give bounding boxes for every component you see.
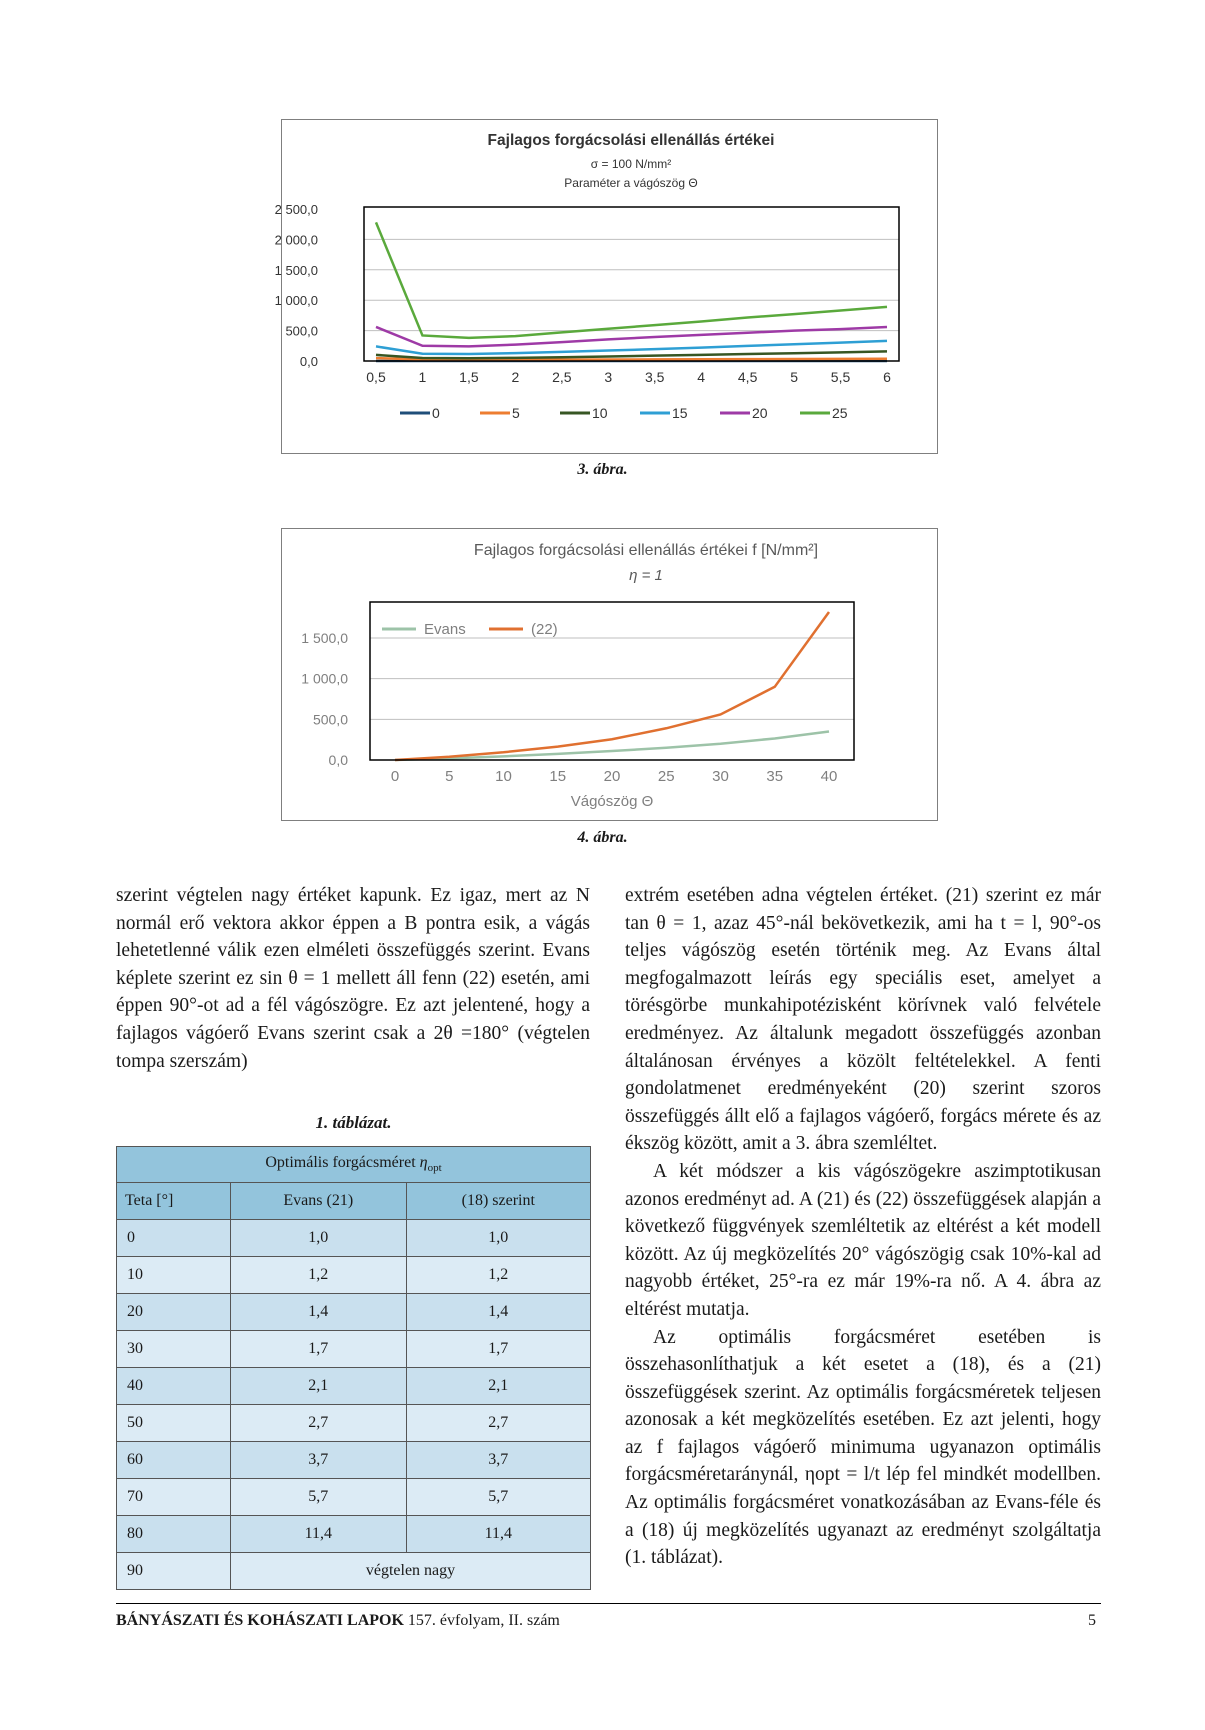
issue-info: 157. évfolyam, II. szám [407, 1612, 560, 1629]
chart-3-x-tick-label: 4,5 [737, 369, 758, 385]
chart-4-x-tick-label: 5 [445, 768, 454, 785]
table-caption: 1. táblázat. [315, 1113, 392, 1132]
table-header-evans: Evans (21) [231, 1183, 407, 1220]
chart-4-subtitle: η = 1 [629, 567, 663, 584]
figure-4-caption: 4. ábra. [577, 829, 628, 846]
chart-3-y-tick-label: 2 000,0 [274, 232, 318, 248]
chart-3-legend-label: 20 [752, 405, 768, 421]
chart-4-x-tick-label: 0 [390, 768, 400, 785]
chart-3-x-tick-label: 3 [604, 369, 613, 385]
chart-4-y-tick-label: 1 500,0 [301, 630, 348, 646]
figure-3-caption: 3. ábra. [577, 461, 628, 478]
chart-4-x-tick-label: 40 [820, 768, 838, 785]
chart-3-x-tick-label: 5 [790, 369, 798, 385]
table-row: 40 2,1 2,1 [117, 1368, 591, 1405]
chart-3-x-tick-label: 1 [418, 369, 427, 385]
table-row: 20 1,4 1,4 [117, 1294, 591, 1331]
chart-3-y-tick-label: 500,0 [285, 323, 318, 339]
table-row: 10 1,2 1,2 [117, 1257, 591, 1294]
right-paragraph-3: Az optimális forgácsméret esetében is összehasonlíthatjuk a két esetet a (18), és a (21) összefüggések szerint. Az optimális forgácsméretek teljesen azonosak a két megközelítés esetében. Ez azt jelenti, hogy az f fajlagos vágóerő minimuma ugyanazon optimális forgácsméretaránynál, ηopt = l/t lép fel mindkét modellben. Az optimális forgácsméret vonatkozásában az Evans-féle és a (18) új megközelítés ugyanazt az eredményt szolgáltatja (1. táblázat). [625, 1326, 1101, 1569]
chart-4-x-tick-label: 20 [603, 768, 621, 785]
chart-3-x-tick-label: 4 [697, 369, 706, 385]
table-row-last: 90 végtelen nagy [117, 1553, 591, 1590]
chart-3-legend-label: 25 [832, 405, 848, 421]
chart-4-y-tick-label: 500,0 [312, 711, 348, 728]
right-paragraph-1: extrém esetében adna végtelen értéket. (21) szerint ez már tan θ = 1, azaz 45°-nál bekövetkezik, ami ha t = l, 90°-os teljes vágószög esetén történik meg. Az Evans által megfogalmazott leírás egy speciális eset, amelyet a törésgörbe munkahipotézisként körívnek való felvétele eredményez. Az általunk megadott összefüggés azonban általánosan érvényes a közölt feltételekkel. A fenti gondolatmenet eredményeként (20) szerint szoros összefüggés állt elő a fajlagos vágóerő, forgács mérete és az ékszög között, amit a 3. ábra szemléltet. [625, 885, 1101, 1155]
chart-3-x-tick-label: 2,5 [552, 369, 572, 385]
chart-4-x-tick-label: 35 [766, 768, 784, 785]
left-paragraph: szerint végtelen nagy értéket kapunk. Ez igaz, mert az N normál erő vektora akkor éppen a B pontra esik, a vágás lehetetlenné válik ezen elméleti összefüggés szerint. Evans képlete szerint ez sin θ = 1 mellett áll fenn (22) esetén, ami éppen 90°-ot ad a fél vágószögre. Ez azt jelentené, hogy a fajlagos vágóerő Evans szerint csak a 2θ =180° (végtelen tompa szerszám) [116, 885, 590, 1072]
chart-4-x-tick-label: 25 [657, 768, 675, 785]
chart-3-legend-label: 5 [512, 405, 520, 421]
chart-3-legend-label: 15 [672, 405, 688, 421]
table-header-18: (18) szerint [406, 1183, 590, 1220]
chart-4-legend-label: Evans [424, 621, 466, 638]
table-row: 80 11,4 11,4 [117, 1516, 591, 1553]
chart-3-y-tick-label: 2 500,0 [274, 202, 318, 217]
chart-3-y-tick-label: 0,0 [299, 354, 318, 369]
chart-4-y-tick-label: 1 000,0 [301, 670, 348, 687]
chart-3-subtitle-param: Paraméter a vágószög Θ [564, 176, 698, 190]
chart-3-subtitle-sigma: σ = 100 N/mm² [590, 157, 672, 171]
chart-3-legend-label: 10 [592, 405, 608, 421]
table-row: 50 2,7 2,7 [117, 1405, 591, 1442]
chart-3-x-tick-label: 2 [511, 369, 520, 385]
footer-rule [116, 1603, 1101, 1604]
chart-3-y-tick-label: 1 500,0 [274, 262, 318, 278]
chart-3-legend-label: 0 [432, 405, 440, 421]
chart-3-svg [274, 120, 937, 453]
chart-3-y-tick-label: 1 000,0 [274, 293, 318, 309]
table-title: Optimális forgácsméret $\eta_{opt}$ [117, 1147, 591, 1183]
chart-3-x-tick-label: 1,5 [459, 369, 479, 385]
optimal-chip-size-table [116, 1146, 591, 1590]
chart-4-legend-label: (22) [531, 621, 558, 638]
chart-4-x-axis-label: Vágószög Θ [570, 793, 654, 810]
chart-3-x-tick-label: 3,5 [644, 369, 665, 385]
chart-4-y-tick-label: 0,0 [328, 752, 348, 768]
table-row: 0 1,0 1,0 [117, 1220, 591, 1257]
table-row: 70 5,7 5,7 [117, 1479, 591, 1516]
chart-3-x-tick-label: 6 [883, 369, 891, 385]
right-paragraph-2: A két módszer a kis vágószögekre aszimptotikusan azonos eredményt ad. A (21) és (22) összefüggések alapján a következő függvények szemléltetik az eltérést a két modell között. Az új megközelítés 20° vágószögig csak 10%-kal ad nagyobb értéket, 25°-ra ez már 19%-ra nő. A 4. ábra az eltérést mutatja. [625, 1160, 1101, 1320]
chart-4-x-tick-label: 15 [549, 768, 567, 785]
chart-4-svg [282, 529, 937, 820]
figure-4-chart [281, 528, 938, 821]
chart-3-x-tick-label: 0,5 [366, 369, 386, 385]
page-number: 5 [1088, 1612, 1096, 1629]
chart-4-x-tick-label: 30 [712, 768, 729, 785]
figure-3-chart [274, 119, 938, 454]
table-row: 60 3,7 3,7 [117, 1442, 591, 1479]
chart-4-title: Fajlagos forgácsolási ellenállás értékei f [N/mm²] [473, 542, 819, 559]
left-column-text [116, 882, 590, 1075]
table-header-teta: Teta [°] [117, 1183, 231, 1220]
chart-3-title: Fajlagos forgácsolási ellenállás értékei [487, 132, 775, 149]
right-column-text [625, 882, 1101, 1572]
chart-3-x-tick-label: 5,5 [830, 369, 851, 385]
table-row: 30 1,7 1,7 [117, 1331, 591, 1368]
journal-name: BÁNYÁSZATI ÉS KOHÁSZATI LAPOK [116, 1612, 404, 1629]
footer [116, 1612, 560, 1630]
chart-4-x-tick-label: 10 [495, 768, 512, 785]
